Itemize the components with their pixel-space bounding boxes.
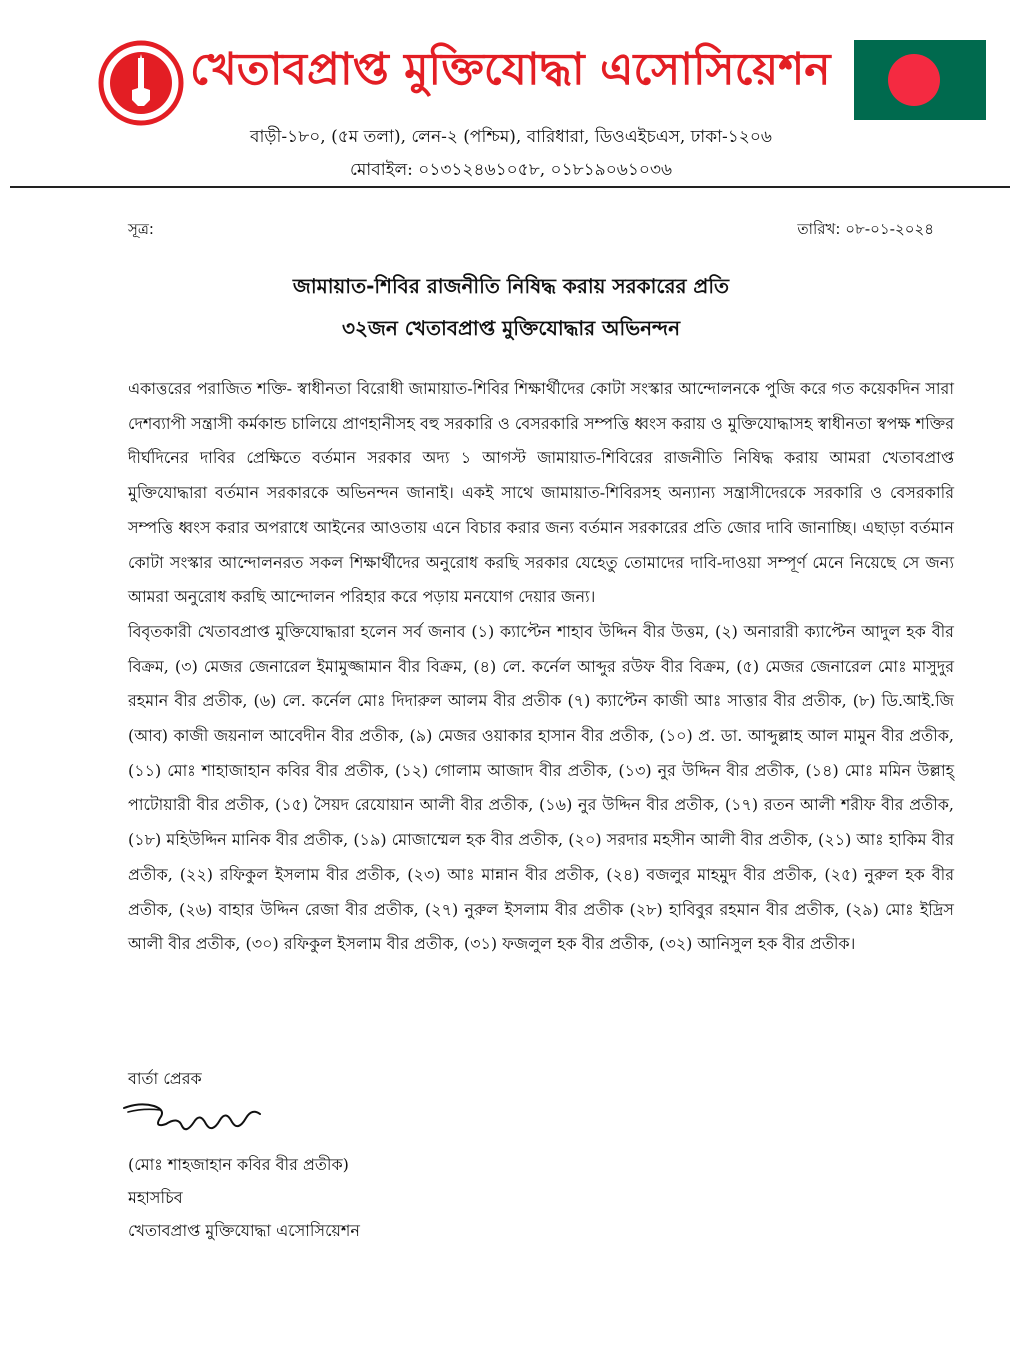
mobile-line: মোবাইল: ০১৩১২৪৬১০৫৮, ০১৮১৯০৬১০৩৬ — [349, 160, 673, 180]
headline-line-1: জামায়াত-শিবির রাজনীতি নিষিদ্ধ করায় সরকারের প্রতি — [292, 274, 730, 298]
signer-name: (মোঃ শাহজাহান কবির বীর প্রতীক) — [128, 1155, 349, 1174]
bangladesh-flag-icon — [854, 40, 986, 120]
signer-organization: খেতাবপ্রাপ্ত মুক্তিযোদ্ধা এসোসিয়েশন — [128, 1221, 360, 1240]
headline-line-2: ৩২জন খেতাবপ্রাপ্ত মুক্তিযোদ্ধার অভিনন্দন — [341, 316, 681, 340]
organization-name: খেতাবপ্রাপ্ত মুক্তিযোদ্ধা এসোসিয়েশন — [190, 44, 831, 95]
signatories-paragraph: বিবৃতকারী খেতাবপ্রাপ্ত মুক্তিযোদ্ধারা হলেন সর্ব জনাব (১) ক্যাপ্টেন শাহাব উদ্দিন বীর উত্তম, (২) অনারারী ক্যাপ্টেন আদুল হক বীর বিক্রম, (৩) মেজর জেনারেল ইমামুজ্জামান বীর বিক্রম, (৪) লে. কর্নেল আব্দুর রউফ বীর বিক্রম, (৫) মেজর জেনারেল মোঃ মাসুদুর রহমান বীর প্রতীক, (৬) লে. কর্নেল মোঃ দিদারুল আলম বীর প্রতীক (৭) ক্যাপ্টেন কাজী আঃ সাত্তার বীর প্রতীক, (৮) ডি.আই.জি (আব) কাজী জয়নাল আবেদীন বীর প্রতীক, (৯) মেজর ওয়াকার হাসান বীর প্রতীক, (১০) প্র. ডা. আব্দুল্লাহ আল মামুন বীর প্রতীক, (১১) মোঃ শাহাজাহান কবির বীর প্রতীক, (১২) গোলাম আজাদ বীর প্রতীক, (১৩) নুর উদ্দিন বীর প্রতীক, (১৪) মোঃ মমিন উল্লাহ্ পাটোয়ারী বীর প্রতীক, (১৫) সৈয়দ রেযোয়ান আলী বীর প্রতীক, (১৬) নুর উদ্দিন বীর প্রতীক, (১৭) রতন আলী শরীফ বীর প্রতীক, (১৮) মহিউদ্দিন মানিক বীর প্রতীক, (১৯) মোজাম্মেল হক বীর প্রতীক, (২০) সরদার মহসীন আলী বীর প্রতীক, (২১) আঃ হাকিম বীর প্রতীক, (২২) রফিকুল ইসলাম বীর প্রতীক, (২৩) আঃ মান্নান বীর প্রতীক, (২৪) বজলুর মাহমুদ বীর প্রতীক, (২৫) নুরুল হক বীর প্রতীক, (২৬) বাহার উদ্দিন রেজা বীর প্রতীক, (২৭) নুরুল ইসলাম বীর প্রতীক (২৮) হাবিবুর রহমান বীর প্রতীক, (২৯) মোঃ ইদ্রিস আলী বীর প্রতীক, (৩০) রফিকুল ইসলাম বীর প্রতীক, (৩১) ফজলুল হক বীর প্রতীক, (৩২) আনিসুল হক বীর প্রতীক। — [128, 621, 954, 954]
sender-label: বার্তা প্রেরক — [128, 1069, 202, 1088]
document-date: তারিখ: ০৮-০১-২০২৪ — [797, 220, 934, 238]
statement-paragraph: একাত্তরের পরাজিত শক্তি- স্বাধীনতা বিরোধী জামায়াত-শিবির শিক্ষার্থীদের কোটা সংস্কার আন্দোলনকে পুজি করে গত কয়েকদিন সারা দেশব্যাপী সন্ত্রাসী কর্মকান্ড চালিয়ে প্রাণহানীসহ বহু সরকারি ও বেসরকারি সম্পত্তি ধ্বংস করায় ও মুক্তিযোদ্ধাসহ স্বাধীনতা স্বপক্ষ শক্তির দীর্ঘদিনের দাবির প্রেক্ষিতে বর্তমান সরকার অদ্য ১ আগস্ট জামায়াত-শিবিরের রাজনীতি নিষিদ্ধ করায় আমরা খেতাবপ্রাপ্ত মুক্তিযোদ্ধারা বর্তমান সরকারকে অভিনন্দন জানাই। একই সাথে জামায়াত-শিবিরসহ অন্যান্য সন্ত্রাসীদেরকে সরকারি ও বেসরকারি সম্পত্তি ধ্বংস করার অপরাধে আইনের আওতায় এনে বিচার করার জন্য বর্তমান সরকারের প্রতি জোর দাবি জানাচ্ছি। এছাড়া বর্তমান কোটা সংস্কার আন্দোলনরত সকল শিক্ষার্থীদের অনুরোধ করছি সরকার যেহেতু তোমাদের দাবি-দাওয়া সম্পূর্ণ মেনে নিয়েছে সে জন্য আমরা অনুরোধ করছি আন্দোলন পরিহার করে পড়ায় মনযোগ দেয়ার জন্য। — [128, 379, 954, 607]
reference-label: সূত্র: — [128, 220, 154, 238]
signer-title: মহাসচিব — [128, 1188, 183, 1207]
header-divider — [10, 186, 1010, 188]
statement-body — [128, 372, 954, 962]
handwritten-signature — [120, 1098, 270, 1140]
association-logo-icon — [98, 40, 184, 126]
address-line: বাড়ী-১৮০, (৫ম তলা), লেন-২ (পশ্চিম), বারিধারা, ডিওএইচএস, ঢাকা-১২০৬ — [250, 127, 772, 147]
